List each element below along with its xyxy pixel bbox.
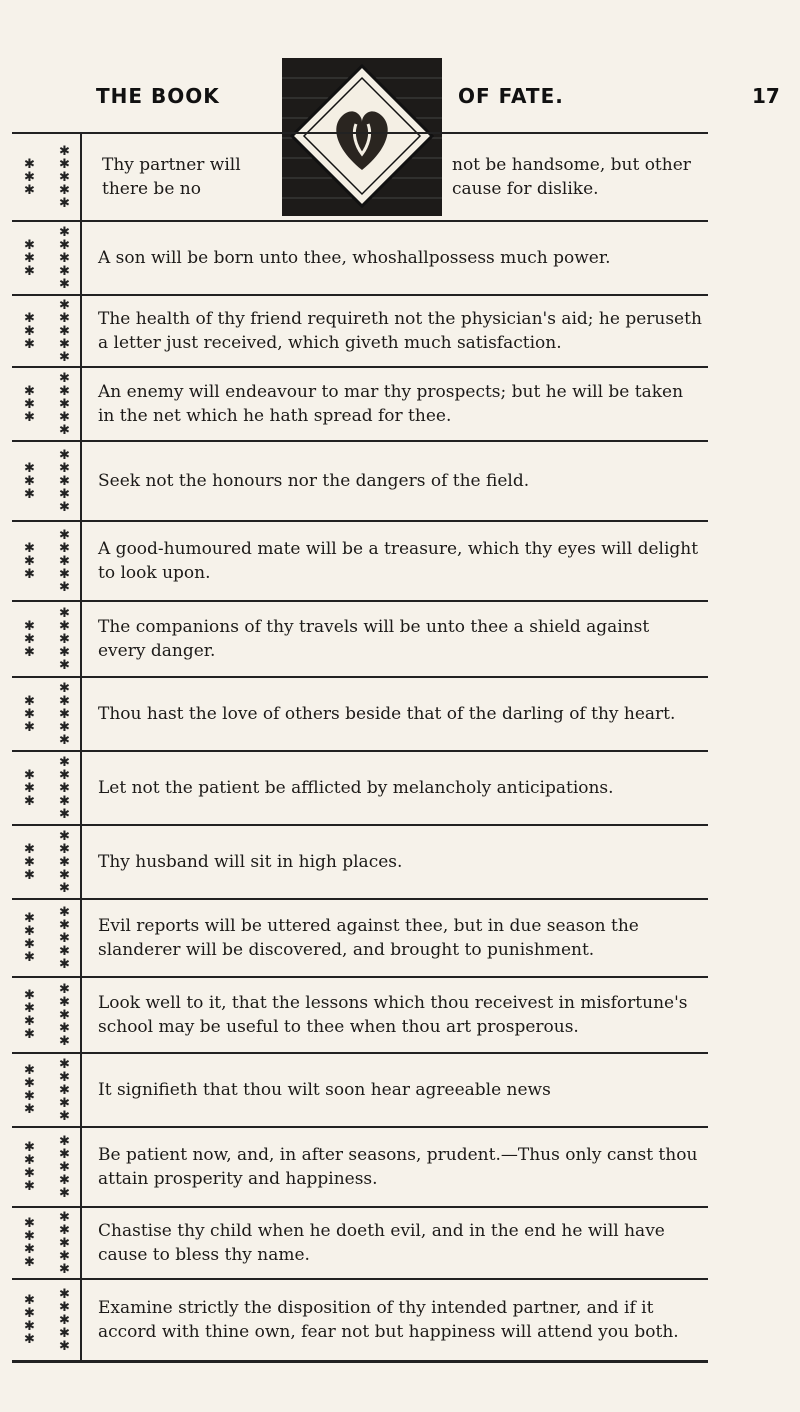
oracle-text: An enemy will endeavour to mar thy prospects; but he will be taken in the net which he hath spread for thee. <box>98 382 684 426</box>
oracle-row <box>12 132 708 220</box>
oracle-row <box>12 676 708 750</box>
oracle-row <box>12 220 708 294</box>
oracle-row <box>12 976 708 1052</box>
star-column-icon: ✱ ✱ ✱ ✱ ✱ <box>59 1286 70 1354</box>
oracle-row <box>12 520 708 600</box>
star-column-icon: ✱ ✱ ✱ ✱ ✱ <box>59 904 70 972</box>
oracle-text: Thy husband will sit in high places. <box>98 852 403 872</box>
star-pattern <box>12 222 82 294</box>
oracle-text: Seek not the honours nor the dangers of the field. <box>98 471 530 491</box>
star-pattern <box>12 442 82 520</box>
oracle-text: The health of thy friend requireth not the physician's aid; he peruseth a letter just received, which giveth much satisfaction. <box>98 309 702 353</box>
star-column-icon: ✱ ✱ ✱ ✱ ✱ <box>59 1056 70 1124</box>
oracle-row <box>12 1126 708 1206</box>
oracle-text: Thy partner will there be no <box>102 155 241 199</box>
star-column-icon: ✱ ✱ ✱ ✱ <box>24 988 35 1042</box>
oracle-text: Be patient now, and, in after seasons, prudent.—Thus only canst thou attain prosperity and happiness. <box>98 1145 698 1189</box>
star-column-icon: ✱ ✱ ✱ ✱ ✱ <box>59 297 70 365</box>
star-pattern <box>12 602 82 676</box>
star-column-icon: ✱ ✱ ✱ <box>24 156 35 198</box>
star-column-icon: ✱ ✱ ✱ ✱ ✱ <box>59 981 70 1049</box>
oracle-row <box>12 1278 708 1363</box>
star-column-icon: ✱ ✱ ✱ ✱ <box>24 1140 35 1194</box>
star-column-icon: ✱ ✱ ✱ ✱ ✱ <box>59 224 70 292</box>
star-pattern <box>12 522 82 600</box>
oracle-text: It signifieth that thou wilt soon hear agreeable news <box>98 1080 551 1100</box>
page-number: 17 <box>752 84 780 108</box>
oracle-text: Evil reports will be uttered against thee, but in due season the slanderer will be discovered, and brought to punishment. <box>98 916 639 960</box>
star-column-icon: ✱ ✱ ✱ <box>24 693 35 735</box>
oracle-text: A good-humoured mate will be a treasure, which thy eyes will delight to look upon. <box>98 539 699 583</box>
star-column-icon: ✱ ✱ ✱ ✱ ✱ <box>59 1209 70 1277</box>
star-pattern <box>12 900 82 976</box>
star-pattern <box>12 1054 82 1126</box>
star-column-icon: ✱ ✱ ✱ <box>24 460 35 502</box>
oracle-text: Look well to it, that the lessons which thou receivest in misfortune's school may be useful to thee when thou art prosperous. <box>98 993 688 1037</box>
star-column-icon: ✱ ✱ ✱ <box>24 618 35 660</box>
star-pattern <box>12 134 82 220</box>
star-pattern <box>12 1208 82 1278</box>
star-column-icon: ✱ ✱ ✱ ✱ ✱ <box>59 605 70 673</box>
star-column-icon: ✱ ✱ ✱ <box>24 841 35 883</box>
running-title-right: OF FATE. <box>458 84 564 108</box>
oracle-row <box>12 440 708 520</box>
star-column-icon: ✱ ✱ ✱ ✱ <box>24 1216 35 1270</box>
star-column-icon: ✱ ✱ ✱ ✱ ✱ <box>59 447 70 515</box>
oracle-row <box>12 824 708 898</box>
oracle-row <box>12 1206 708 1278</box>
oracle-text: Chastise thy child when he doeth evil, and in the end he will have cause to bless thy name. <box>98 1221 665 1265</box>
star-column-icon: ✱ ✱ ✱ ✱ ✱ <box>59 754 70 822</box>
oracle-text: Thou hast the love of others beside that of the darling of thy heart. <box>98 704 676 724</box>
star-pattern <box>12 368 82 440</box>
oracle-row <box>12 294 708 366</box>
star-column-icon: ✱ ✱ ✱ <box>24 383 35 425</box>
oracle-row <box>12 750 708 824</box>
star-column-icon: ✱ ✱ ✱ <box>24 310 35 352</box>
star-column-icon: ✱ ✱ ✱ <box>24 540 35 582</box>
star-column-icon: ✱ ✱ ✱ <box>24 767 35 809</box>
star-column-icon: ✱ ✱ ✱ ✱ <box>24 911 35 965</box>
oracle-text: A son will be born unto thee, whoshallpossess much power. <box>98 248 611 268</box>
star-column-icon: ✱ ✱ ✱ ✱ <box>24 1063 35 1117</box>
star-column-icon: ✱ ✱ ✱ ✱ ✱ <box>59 828 70 896</box>
oracle-text: Let not the patient be afflicted by melancholy anticipations. <box>98 778 614 798</box>
star-pattern <box>12 1280 82 1360</box>
star-column-icon: ✱ ✱ ✱ ✱ <box>24 1293 35 1347</box>
oracle-row <box>12 600 708 676</box>
star-column-icon: ✱ ✱ ✱ ✱ ✱ <box>59 527 70 595</box>
oracle-text: not be handsome, but other cause for dislike. <box>452 155 691 199</box>
oracle-row <box>12 1052 708 1126</box>
star-pattern <box>12 752 82 824</box>
oracle-row <box>12 366 708 440</box>
oracle-text: The companions of thy travels will be unto thee a shield against every danger. <box>98 617 650 661</box>
star-pattern <box>12 296 82 366</box>
oracle-text: Examine strictly the disposition of thy intended partner, and if it accord with thine own, fear not but happiness will attend you both. <box>98 1298 679 1342</box>
oracle-table <box>12 132 708 1363</box>
star-pattern <box>12 978 82 1052</box>
running-title-left: THE BOOK <box>96 84 220 108</box>
star-column-icon: ✱ ✱ ✱ ✱ ✱ <box>59 680 70 748</box>
star-pattern <box>12 678 82 750</box>
star-pattern <box>12 826 82 898</box>
star-column-icon: ✱ ✱ ✱ ✱ ✱ <box>59 1133 70 1201</box>
star-column-icon: ✱ ✱ ✱ <box>24 237 35 279</box>
star-pattern <box>12 1128 82 1206</box>
star-column-icon: ✱ ✱ ✱ ✱ ✱ <box>59 370 70 438</box>
star-column-icon: ✱ ✱ ✱ ✱ ✱ <box>59 143 70 211</box>
oracle-row <box>12 898 708 976</box>
